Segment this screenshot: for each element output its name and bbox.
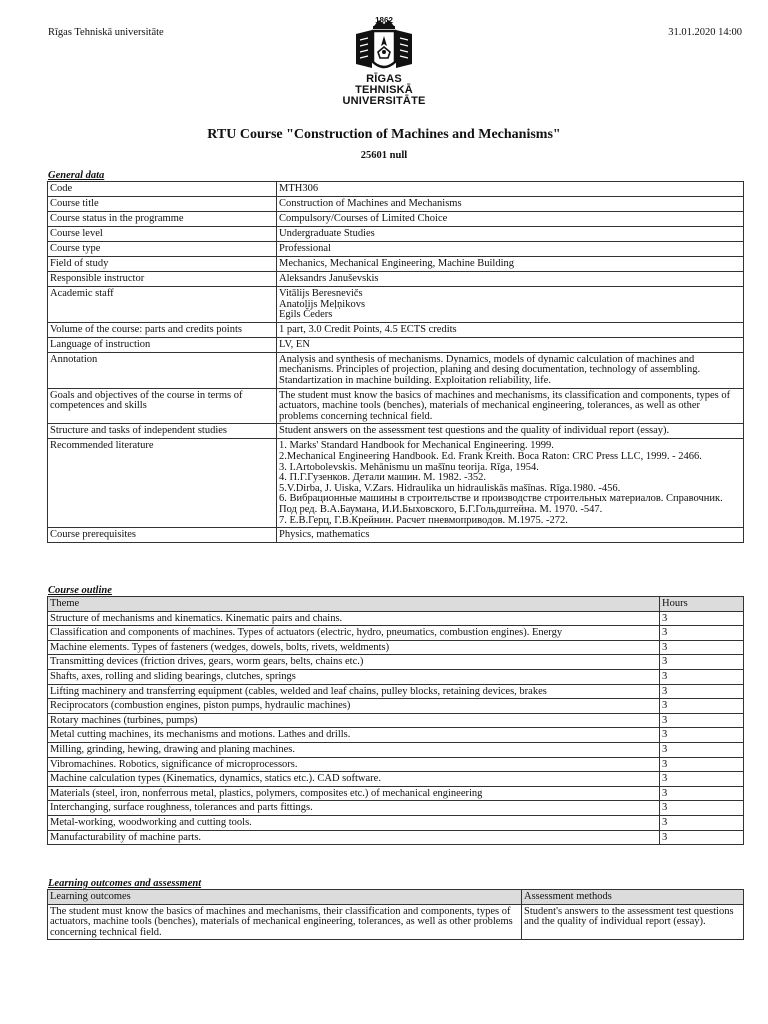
page-title: RTU Course "Construction of Machines and Mechanisms": [207, 127, 561, 142]
field-value: Analysis and synthesis of mechanisms. Dynamics, models of dynamic calculation of machines and mechanisms. Principles of projection, planing and desing documentation, technology of assembling. Standartization in machine building. Exploitation reliability, life.: [277, 352, 744, 388]
hours-cell: 3: [660, 728, 744, 743]
table-row: [48, 742, 744, 757]
hours-cell: 3: [660, 655, 744, 670]
table-row: [48, 322, 744, 337]
hours-cell: 3: [660, 815, 744, 830]
table-row: [48, 424, 744, 439]
field-label: Academic staff: [48, 287, 277, 323]
table-row: [48, 713, 744, 728]
methods-column-header: Assessment methods: [522, 890, 744, 905]
theme-cell: Machine calculation types (Kinematics, dynamics, statics etc.). CAD software.: [48, 772, 660, 787]
theme-cell: Reciprocators (combustion engines, piston pumps, hydraulic machines): [48, 699, 660, 714]
field-value: Vitālijs Beresnevičs Anatolijs Meļņikovs Egils Čeders: [277, 287, 744, 323]
field-value: Student answers on the assessment test questions and the quality of individual report (essay).: [277, 424, 744, 439]
table-row: [48, 287, 744, 323]
logo-name-line2: UNIVERSITĀTE: [342, 95, 426, 107]
logo-name-line1: RĪGAS TEHNISKĀ: [355, 73, 413, 96]
table-row: [48, 640, 744, 655]
theme-cell: Interchanging, surface roughness, tolerances and parts fittings.: [48, 801, 660, 816]
field-value: Construction of Machines and Mechanisms: [277, 197, 744, 212]
field-value: 1 part, 3.0 Credit Points, 4.5 ECTS credits: [277, 322, 744, 337]
university-logo: [340, 14, 428, 106]
field-label: Code: [48, 182, 277, 197]
field-label: Course title: [48, 197, 277, 212]
field-label: Course prerequisites: [48, 528, 277, 543]
theme-cell: Rotary machines (turbines, pumps): [48, 713, 660, 728]
theme-cell: Metal-working, woodworking and cutting tools.: [48, 815, 660, 830]
table-row: [48, 786, 744, 801]
table-header-row: [48, 890, 744, 905]
theme-cell: Transmitting devices (friction drives, gears, worm gears, belts, chains etc.): [48, 655, 660, 670]
theme-cell: Vibromachines. Robotics, significance of microprocessors.: [48, 757, 660, 772]
learning-outcomes-table: [47, 889, 744, 940]
outcome-cell: The student must know the basics of machines and mechanisms, their classification and components, types of actuators, machine tools (benches), materials of mechanical engineering, tolerances, as well as other problems concerning technical field.: [48, 904, 522, 940]
field-label: Language of instruction: [48, 337, 277, 352]
table-row: [48, 815, 744, 830]
field-label: Course type: [48, 242, 277, 257]
table-row: [48, 197, 744, 212]
table-row: [48, 669, 744, 684]
theme-cell: Manufacturability of machine parts.: [48, 830, 660, 845]
table-row: [48, 257, 744, 272]
hours-cell: 3: [660, 801, 744, 816]
field-label: Course level: [48, 227, 277, 242]
table-row: [48, 757, 744, 772]
field-label: Annotation: [48, 352, 277, 388]
hours-cell: 3: [660, 757, 744, 772]
theme-cell: Classification and components of machines. Types of actuators (electric, hydro, pneumatics, combustion engines). Energy: [48, 626, 660, 641]
table-row: [48, 728, 744, 743]
field-value: Mechanics, Mechanical Engineering, Machine Building: [277, 257, 744, 272]
table-row: [48, 212, 744, 227]
theme-cell: Metal cutting machines, its mechanisms and motions. Lathes and drills.: [48, 728, 660, 743]
theme-column-header: Theme: [48, 597, 660, 612]
field-label: Responsible instructor: [48, 272, 277, 287]
hours-cell: 3: [660, 684, 744, 699]
hours-cell: 3: [660, 699, 744, 714]
hours-cell: 3: [660, 640, 744, 655]
table-row: [48, 904, 744, 940]
hours-cell: 3: [660, 786, 744, 801]
general-data-heading: General data: [48, 170, 105, 181]
theme-cell: Shafts, axes, rolling and sliding bearings, clutches, springs: [48, 669, 660, 684]
table-row: [48, 337, 744, 352]
table-row: [48, 242, 744, 257]
field-value: The student must know the basics of machines and mechanisms, its classification and components, types of actuators, machine tools (benches), materials of mechanical engineering, tolerances, as well as other problems concerning technical field.: [277, 388, 744, 424]
university-name: Rīgas Tehniskā universitāte: [48, 27, 164, 38]
table-row: [48, 684, 744, 699]
learning-outcomes-heading: Learning outcomes and assessment: [48, 878, 202, 889]
field-value: LV, EN: [277, 337, 744, 352]
hours-cell: 3: [660, 830, 744, 845]
rtu-emblem-icon: [352, 14, 416, 74]
page-subtitle: 25601 null: [360, 150, 408, 161]
course-outline-heading: Course outline: [48, 585, 112, 596]
field-label: Structure and tasks of independent studies: [48, 424, 277, 439]
table-row: [48, 611, 744, 626]
table-row: [48, 272, 744, 287]
outcomes-column-header: Learning outcomes: [48, 890, 522, 905]
field-value: Physics, mathematics: [277, 528, 744, 543]
theme-cell: Structure of mechanisms and kinematics. Kinematic pairs and chains.: [48, 611, 660, 626]
field-value: Aleksandrs Januševskis: [277, 272, 744, 287]
table-row: [48, 801, 744, 816]
theme-cell: Lifting machinery and transferring equipment (cables, welded and leaf chains, pulley blocks, retaining devices, brakes: [48, 684, 660, 699]
theme-cell: Materials (steel, iron, nonferrous metal, plastics, polymers, composites etc.) of mechanical engineering: [48, 786, 660, 801]
field-value: Undergraduate Studies: [277, 227, 744, 242]
table-row: [48, 699, 744, 714]
general-data-table: [47, 181, 744, 543]
field-value: Compulsory/Courses of Limited Choice: [277, 212, 744, 227]
hours-cell: 3: [660, 772, 744, 787]
field-label: Goals and objectives of the course in terms of competences and skills: [48, 388, 277, 424]
table-row: [48, 626, 744, 641]
table-row: [48, 528, 744, 543]
method-cell: Student's answers to the assessment test questions and the quality of individual report (essay).: [522, 904, 744, 940]
hours-cell: 3: [660, 713, 744, 728]
table-row: [48, 830, 744, 845]
hours-cell: 3: [660, 669, 744, 684]
hours-cell: 3: [660, 742, 744, 757]
logo-year: 1862: [375, 16, 393, 25]
table-row: [48, 227, 744, 242]
field-label: Volume of the course: parts and credits points: [48, 322, 277, 337]
field-value: Professional: [277, 242, 744, 257]
hours-cell: 3: [660, 611, 744, 626]
field-value: 1. Marks' Standard Handbook for Mechanical Engineering. 1999. 2.Mechanical Engineering Handbook. Ed. Frank Kreith. Boca Raton: CRC Press LLC, 1999. - 2466. 3. I.Artobolevskis. Mehānismu un mašīnu teorija. Rīga, 1954. 4. П.Г.Гузенков. Детали машин. М. 1982. -352. 5.V.Dirba, J. Uiska, V.Zars. Hidraulika un hidrauliskās mašīnas. Rīga.1980. -456. 6. Вибрационные машины в строительстве и производстве строительных материалов. Справочник. Под ред. В.А.Баумана, И.И.Быховского, Б.Г.Гольдштейна. М. 1970. -547. 7. Е.В.Герц, Г.В.Крейнин. Расчет пневмоприводов. М.1975. -272.: [277, 439, 744, 528]
theme-cell: Milling, grinding, hewing, drawing and planing machines.: [48, 742, 660, 757]
hours-cell: 3: [660, 626, 744, 641]
table-header-row: [48, 597, 744, 612]
field-value: MTH306: [277, 182, 744, 197]
table-row: [48, 772, 744, 787]
field-label: Course status in the programme: [48, 212, 277, 227]
field-label: Recommended literature: [48, 439, 277, 528]
hours-column-header: Hours: [660, 597, 744, 612]
table-row: [48, 182, 744, 197]
field-label: Field of study: [48, 257, 277, 272]
course-outline-table: [47, 596, 744, 845]
table-row: [48, 352, 744, 388]
print-datetime: 31.01.2020 14:00: [668, 27, 742, 38]
theme-cell: Machine elements. Types of fasteners (wedges, dowels, bolts, rivets, weldments): [48, 640, 660, 655]
table-row: [48, 439, 744, 528]
table-row: [48, 655, 744, 670]
table-row: [48, 388, 744, 424]
